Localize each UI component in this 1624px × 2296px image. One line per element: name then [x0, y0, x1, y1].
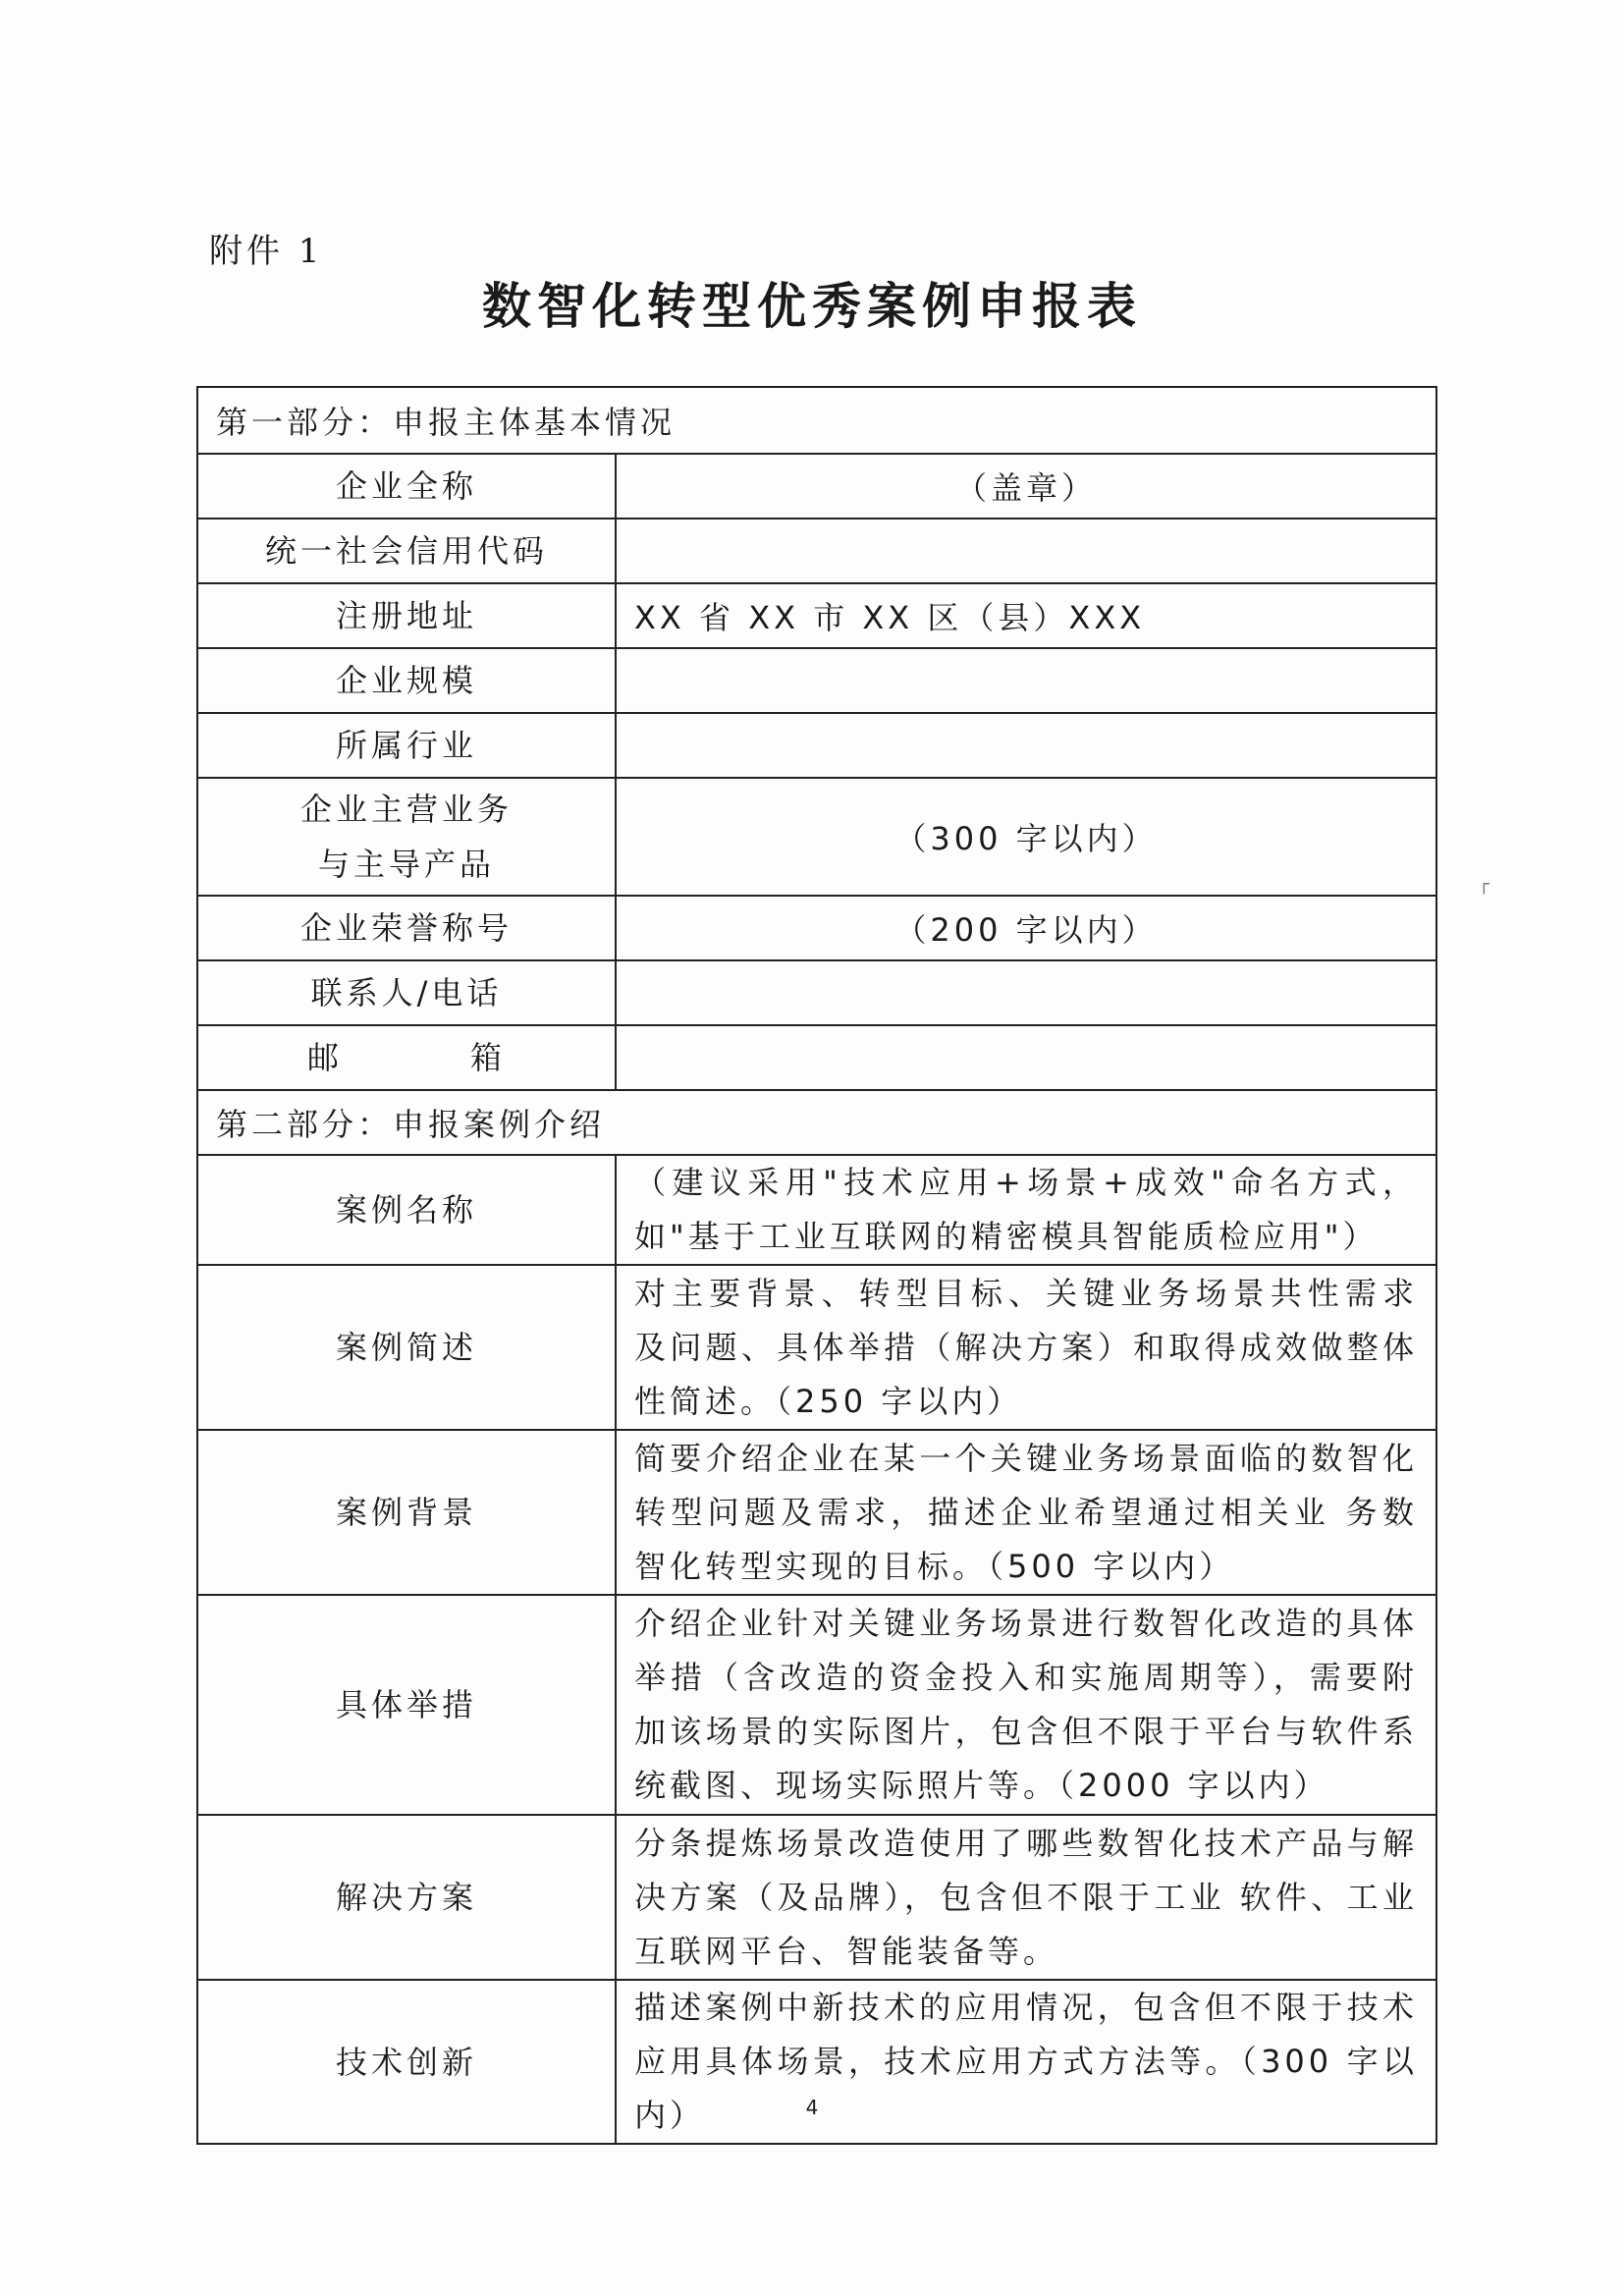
- credit-code-field[interactable]: [616, 519, 1436, 583]
- solution-field[interactable]: 分条提炼场景改造使用了哪些数智化技术产品与解决方案（及品牌），包含但不限于工业 软件、工业互联网平台、智能装备等。: [616, 1815, 1436, 1980]
- address-field[interactable]: XX 省 XX 市 XX 区（县）XXX: [616, 583, 1436, 648]
- table-row: [197, 778, 1436, 896]
- contact-label: 联系人/电话: [197, 960, 616, 1025]
- company-name-label: 企业全称: [197, 454, 616, 519]
- page-number: 4: [805, 2096, 819, 2119]
- email-field[interactable]: [616, 1025, 1436, 1090]
- part1-heading-row: [197, 387, 1436, 454]
- company-name-field[interactable]: （盖章）: [616, 454, 1436, 519]
- table-row: [197, 454, 1436, 519]
- honors-label: 企业荣誉称号: [197, 896, 616, 960]
- case-background-label: 案例背景: [197, 1430, 616, 1595]
- credit-code-label: 统一社会信用代码: [197, 519, 616, 583]
- measures-label: 具体举措: [197, 1595, 616, 1815]
- application-form-table: [196, 386, 1437, 2145]
- table-row: [197, 896, 1436, 960]
- measures-field[interactable]: 介绍企业针对关键业务场景进行数智化改造的具体举措（含改造的资金投入和实施周期等），需要附加该场景的实际图片，包含但不限于平台与软件系统截图、现场实际照片等。（2000 字以内）: [616, 1595, 1436, 1815]
- table-row: [197, 519, 1436, 583]
- industry-label: 所属行业: [197, 713, 616, 778]
- scan-mark: ┌: [1479, 874, 1489, 895]
- case-name-label: 案例名称: [197, 1155, 616, 1265]
- table-row: [197, 1815, 1436, 1980]
- solution-label: 解决方案: [197, 1815, 616, 1980]
- main-business-label: [197, 778, 616, 896]
- part2-heading-row: [197, 1090, 1436, 1155]
- page-title: 数智化转型优秀案例申报表: [482, 277, 1142, 335]
- tech-innovation-label: 技术创新: [197, 1980, 616, 2144]
- table-row: [197, 1155, 1436, 1265]
- part2-heading: 第二部分：申报案例介绍: [197, 1090, 1436, 1155]
- main-business-label-line1: 企业主营业务: [299, 791, 513, 828]
- table-row: [197, 1025, 1436, 1090]
- main-business-label-line2: 与主导产品: [317, 846, 495, 883]
- case-name-field[interactable]: （建议采用"技术应用+场景+成效"命名方式，如"基于工业互联网的精密模具智能质检应用"）: [616, 1155, 1436, 1265]
- company-scale-field[interactable]: [616, 648, 1436, 713]
- address-label: 注册地址: [197, 583, 616, 648]
- table-row: [197, 1265, 1436, 1430]
- tech-innovation-field[interactable]: 描述案例中新技术的应用情况，包含但不限于技术应用具体场景，技术应用方式方法等。（300 字以内）: [616, 1980, 1436, 2144]
- table-row: [197, 648, 1436, 713]
- email-label-a: 邮: [306, 1039, 343, 1076]
- contact-field[interactable]: [616, 960, 1436, 1025]
- main-business-field[interactable]: （300 字以内）: [616, 778, 1436, 896]
- honors-field[interactable]: （200 字以内）: [616, 896, 1436, 960]
- case-summary-label: 案例简述: [197, 1265, 616, 1430]
- attachment-label: 附件 1: [209, 232, 324, 271]
- table-row: [197, 713, 1436, 778]
- table-row: [197, 960, 1436, 1025]
- email-label: [197, 1025, 616, 1090]
- case-background-field[interactable]: 简要介绍企业在某一个关键业务场景面临的数智化转型问题及需求，描述企业希望通过相关业 务数智化转型实现的目标。（500 字以内）: [616, 1430, 1436, 1595]
- table-row: [197, 1595, 1436, 1815]
- industry-field[interactable]: [616, 713, 1436, 778]
- table-row: [197, 583, 1436, 648]
- part1-heading: 第一部分：申报主体基本情况: [197, 387, 1436, 454]
- email-label-b: 箱: [470, 1039, 507, 1076]
- table-row: [197, 1430, 1436, 1595]
- case-summary-field[interactable]: 对主要背景、转型目标、关键业务场景共性需求 及问题、具体举措（解决方案）和取得成效做整体性简述。（250 字以内）: [616, 1265, 1436, 1430]
- company-scale-label: 企业规模: [197, 648, 616, 713]
